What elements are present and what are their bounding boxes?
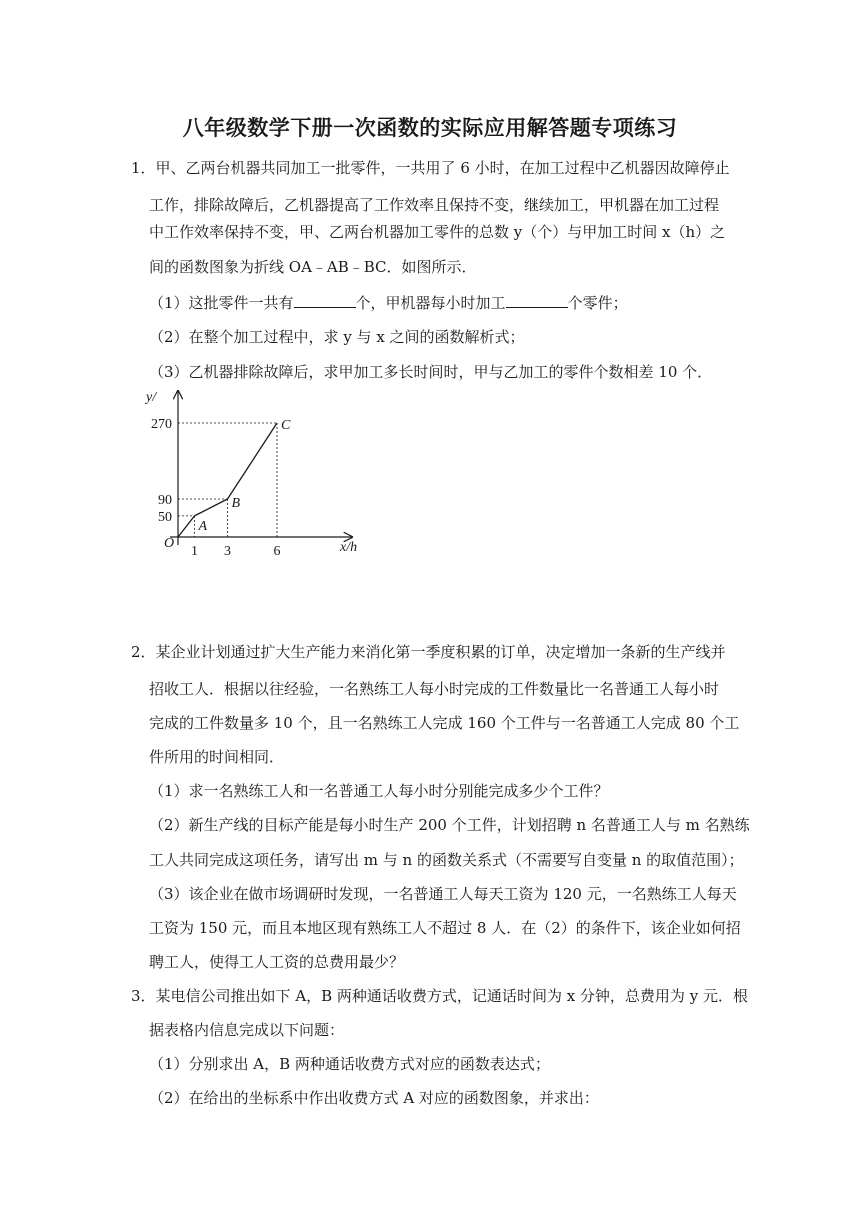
q1-line-3: 中工作效率保持不变，甲、乙两台机器加工零件的总数 y（个）与甲加工时间 x（h）之	[149, 223, 726, 241]
answer-blank-2[interactable]	[506, 293, 568, 308]
q1-line-2: 工作，排除故障后，乙机器提高了工作效率且保持不变，继续加工，甲机器在加工过程	[149, 196, 720, 214]
point-label-A: A	[198, 518, 208, 534]
q2-sub3a: （3）该企业在做市场调研时发现，一名普通工人每天工资为 120 元，一名熟练工人每天	[149, 885, 737, 903]
point-label-B: B	[231, 496, 241, 511]
q3-line-2: 据表格内信息完成以下问题：	[149, 1021, 345, 1039]
y-tick-label: 50	[158, 509, 172, 525]
axes	[170, 391, 352, 545]
q2-line-3: 完成的工件数量多 10 个，且一名熟练工人完成 160 个工件与一名普通工人完成 80 个工	[149, 714, 740, 732]
q1-sub1-b: 个，甲机器每小时加工	[355, 294, 506, 312]
x-tick-label: 1	[191, 544, 198, 559]
x-tick-label: 6	[273, 544, 281, 559]
q1-sub3: （3）乙机器排除故障后，求甲加工多长时间时，甲与乙加工的零件个数相差 10 个．	[149, 363, 713, 381]
q1-sub1-a: （1）这批零件一共有	[149, 294, 294, 312]
y-axis-label: y/	[146, 390, 157, 405]
q3-sub2: （2）在给出的坐标系中作出收费方式 A 对应的函数图象，并求出：	[149, 1089, 599, 1107]
point-label-C: C	[281, 418, 291, 433]
y-tick-label: 270	[151, 417, 172, 432]
function-graph	[140, 383, 380, 563]
page-title: 八年级数学下册一次函数的实际应用解答题专项练习	[182, 115, 678, 140]
x-tick-label: 3	[224, 544, 231, 559]
q3-sub1: （1）分别求出 A，B 两种通话收费方式对应的函数表达式；	[149, 1055, 550, 1073]
segment-OA	[178, 516, 195, 537]
q2-line-4: 件所用的时间相同．	[149, 748, 285, 766]
segment-BC	[228, 423, 278, 499]
q2-line-2: 招收工人．根据以往经验，一名熟练工人每小时完成的工件数量比一名普通工人每小时	[149, 680, 720, 698]
q2-line-1: 2．某企业计划通过扩大生产能力来消化第一季度积累的订单，决定增加一条新的生产线并	[131, 643, 726, 661]
q2-sub3b: 工资为 150 元，而且本地区现有熟练工人不超过 8 人．在（2）的条件下，该企业如何招	[149, 919, 741, 937]
q1-line-4: 间的函数图象为折线 OA﹣AB﹣BC．如图所示．	[149, 258, 477, 276]
q2-sub2a: （2）新生产线的目标产能是每小时生产 200 个工件，计划招聘 n 名普通工人与 m 名熟练	[149, 816, 750, 834]
graph-labels	[144, 390, 357, 559]
q2-sub1: （1）求一名熟练工人和一名普通工人每小时分别能完成多少个工件？	[149, 782, 609, 800]
q2-sub3c: 聘工人，使得工人工资的总费用最少？	[149, 953, 405, 971]
q1-sub1-c: 个零件；	[567, 294, 628, 312]
answer-blank-1[interactable]	[294, 293, 356, 308]
q1-line-1: 1．甲、乙两台机器共同加工一批零件，一共用了 6 小时，在加工过程中乙机器因故障停止	[131, 159, 730, 177]
q1-sub2: （2）在整个加工过程中，求 y 与 x 之间的函数解析式；	[149, 328, 525, 346]
q3-line-1: 3．某电信公司推出如下 A，B 两种通话收费方式，记通话时间为 x 分钟，总费用为 y 元．根	[131, 987, 748, 1005]
q2-sub2b: 工人共同完成这项任务，请写出 m 与 n 的函数关系式（不需要写自变量 n 的取值范围）；	[149, 851, 744, 869]
point-label-O: O	[164, 536, 175, 551]
guide-lines	[178, 423, 277, 537]
q1-sub1	[149, 293, 628, 313]
segment-AB	[195, 499, 228, 516]
x-axis-label: x/h	[340, 540, 358, 555]
y-tick-label: 90	[158, 493, 172, 508]
